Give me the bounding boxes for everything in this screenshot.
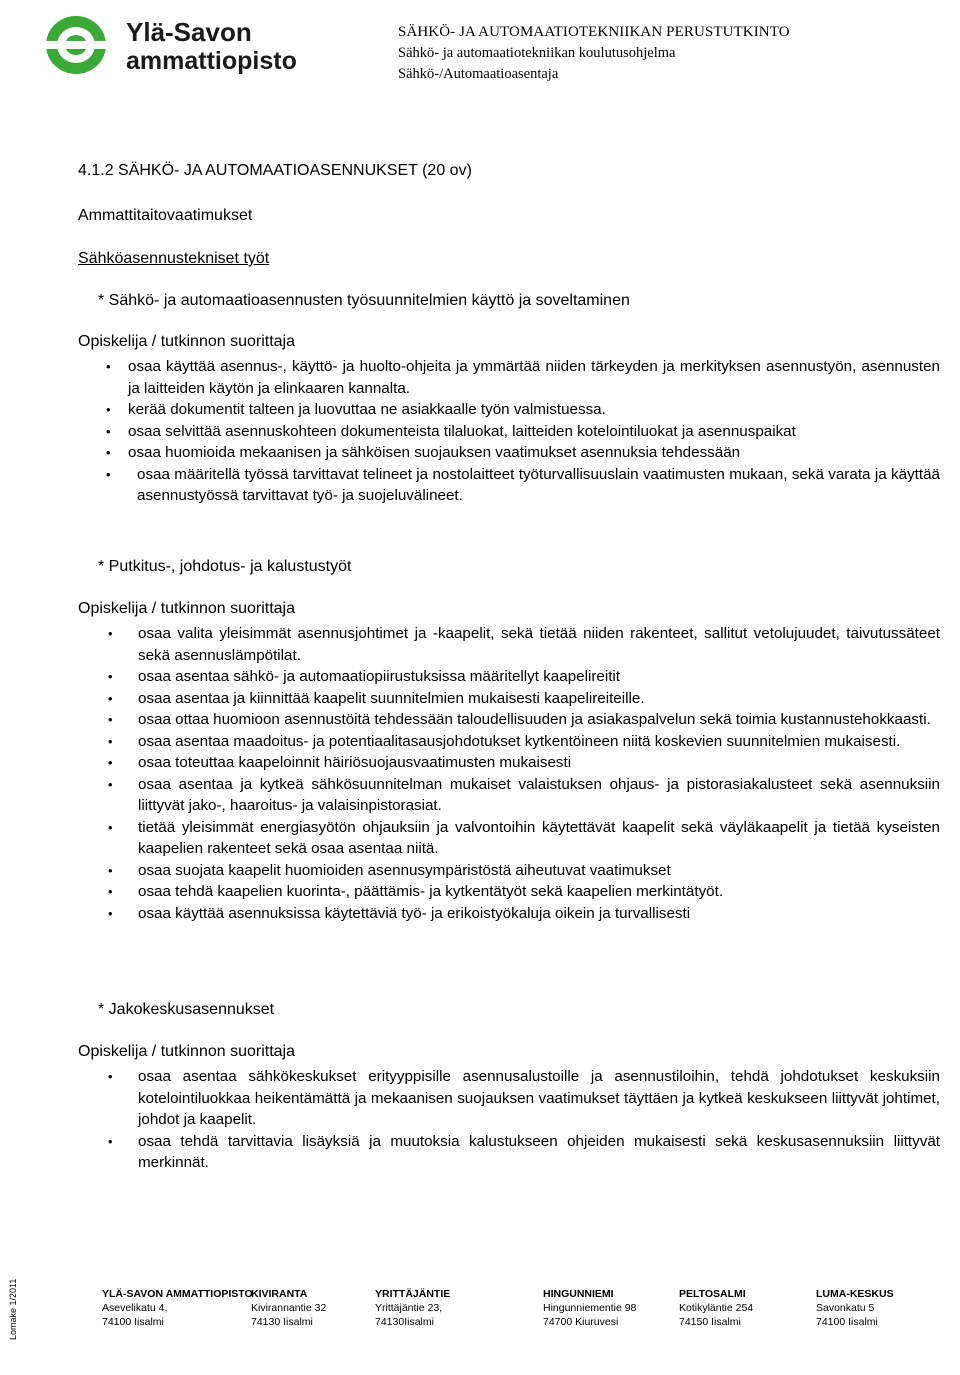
list-item: • osaa asentaa maadoitus- ja potentiaalitasausjohdotukset kytkentöineen niitä koskevien suunnitelmien mukaisesti. — [138, 731, 940, 753]
footer-address — [375, 1287, 450, 1329]
list-item: • kerää dokumentit talteen ja luovuttaa ne asiakkaalle työn valmistuessa. — [128, 399, 940, 421]
footer-city: 74100 Iisalmi — [102, 1316, 164, 1328]
list-item: • tietää yleisimmät energiasyötön ohjauksiin ja valvontoihin käytettävät kaapelit sekä väyläkaapelit ja tietää kyseisten kaapelien rakenteet sekä osaa asentaa niitä. — [138, 817, 940, 860]
footer-location-name: YRITTÄJÄNTIE — [375, 1288, 451, 1300]
requirement-list — [128, 356, 940, 507]
list-item: • osaa tehdä tarvittavia lisäyksiä ja muutoksia kalustukseen ohjeiden mukaisesti sekä keskusasennuksiin liittyvät merkinnät. — [138, 1131, 940, 1174]
header-text — [398, 22, 790, 85]
section-subtitle: Ammattitaitovaatimukset — [78, 207, 253, 224]
footer-street: Hingunniementie 98 — [543, 1302, 637, 1314]
footer-street: Savonkatu 5 — [816, 1302, 875, 1314]
list-item: • osaa käyttää asennuksissa käytettäviä työ- ja erikoistyökaluja oikein ja turvallisesti — [138, 903, 940, 925]
footer-street: Yrittäjäntie 23, — [375, 1302, 443, 1314]
footer-street: Kotikyläntie 254 — [679, 1302, 754, 1314]
logo-line1: Ylä-Savon — [126, 17, 252, 47]
block-heading: * Jakokeskusasennukset — [98, 1001, 275, 1018]
block-heading: * Sähkö- ja automaatioasennusten työsuunnitelmien käyttö ja soveltaminen — [98, 292, 630, 309]
footer-location-name: YLÄ-SAVON AMMATTIOPISTO — [102, 1288, 253, 1300]
block-label: Opiskelija / tutkinnon suorittaja — [78, 333, 295, 350]
header-role: Sähkö-/Automaatioasentaja — [398, 66, 559, 82]
page-header — [0, 0, 960, 110]
footer-address — [102, 1287, 253, 1329]
yla-savon-logo — [40, 10, 310, 78]
header-program: Sähkö- ja automaatiotekniikan koulutusohjelma — [398, 45, 676, 61]
footer-city: 74130Iisalmi — [375, 1316, 434, 1328]
footer-city: 74100 Iisalmi — [816, 1316, 878, 1328]
block-label: Opiskelija / tutkinnon suorittaja — [78, 1043, 295, 1060]
form-code: Lomake 1/2011 — [8, 1278, 18, 1340]
list-item: • osaa valita yleisimmät asennusjohtimet ja -kaapelit, sekä tietää niiden rakenteet, sallitut vetolujuudet, taivutussäteet sekä asennuslämpötilat. — [138, 623, 940, 666]
page-footer — [0, 1275, 960, 1375]
footer-location-name: KIVIRANTA — [251, 1288, 308, 1300]
requirement-list — [138, 1066, 940, 1174]
footer-location-name: HINGUNNIEMI — [543, 1288, 614, 1300]
list-item: • osaa asentaa sähkökeskukset erityyppisille asennusalustoille ja asennustiloihin, tehdä johdotukset keskuksiin kotelointiluokkaa heikentämättä ja mekaanisen suojauksen vaatimukset täyttäen ja kytkeä keskukseen liittyvät johtimet, johdot ja kaapelit. — [138, 1066, 940, 1131]
footer-location-name: PELTOSALMI — [679, 1288, 746, 1300]
list-item: • osaa määritellä työssä tarvittavat telineet ja nostolaitteet työturvallisuuslain vaatimusten mukaan, sekä varata ja käyttää asennustyössä tarvittavat työ- ja suojeluvälineet. — [137, 464, 940, 507]
footer-street: Asevelikatu 4, — [102, 1302, 168, 1314]
list-item: • osaa selvittää asennuskohteen dokumenteista tilaluokat, laitteiden kotelointiluokat ja asennuspaikat — [128, 421, 940, 443]
footer-city: 74700 Kiuruvesi — [543, 1316, 619, 1328]
list-item: • osaa asentaa sähkö- ja automaatiopiirustuksissa määritellyt kaapelireitit — [138, 666, 940, 688]
block-heading: * Putkitus-, johdotus- ja kalustustyöt — [98, 558, 352, 575]
footer-street: Kivirannantie 32 — [251, 1302, 327, 1314]
list-item: • osaa suojata kaapelit huomioiden asennusympäristöstä aiheutuvat vaatimukset — [138, 860, 940, 882]
footer-location-name: LUMA-KESKUS — [816, 1288, 894, 1300]
section-subtitle-underlined: Sähköasennustekniset työt — [78, 250, 270, 267]
list-item: • osaa ottaa huomioon asennustöitä tehdessään taloudellisuuden ja asiakaspalvelun sekä toimia kustannustehokkaasti. — [138, 709, 940, 731]
list-item: • osaa asentaa ja kytkeä sähkösuunnitelman mukaiset valaistuksen ohjaus- ja pistorasiakalusteet sekä asennuksiin liittyvät jako-, haaroitus- ja valaisinpistorasiat. — [138, 774, 940, 817]
list-item: • osaa huomioida mekaanisen ja sähköisen suojauksen vaatimukset asennuksia tehdessään — [128, 442, 940, 464]
footer-address — [816, 1287, 894, 1329]
logo-line2: ammattiopisto — [126, 47, 297, 75]
list-item: • osaa toteuttaa kaapeloinnit häiriösuojausvaatimusten mukaisesti — [138, 752, 940, 774]
requirement-list — [138, 623, 940, 924]
footer-address — [543, 1287, 636, 1329]
footer-address — [679, 1287, 753, 1329]
list-item: • osaa tehdä kaapelien kuorinta-, päättämis- ja kytkentätyöt sekä kaapelien merkintätyöt. — [138, 881, 940, 903]
list-item: • osaa käyttää asennus-, käyttö- ja huolto-ohjeita ja ymmärtää niiden tärkeyden ja merkityksen asennustyön, asennusten ja laitteiden käytön ja elinkaaren kannalta. — [128, 356, 940, 399]
footer-city: 74150 Iisalmi — [679, 1316, 741, 1328]
footer-address — [251, 1287, 326, 1329]
section-title: 4.1.2 SÄHKÖ- JA AUTOMAATIOASENNUKSET (20 ov) — [78, 162, 472, 179]
footer-city: 74130 Iisalmi — [251, 1316, 313, 1328]
list-item: • osaa asentaa ja kiinnittää kaapelit suunnitelmien mukaisesti kaapelireiteille. — [138, 688, 940, 710]
block-label: Opiskelija / tutkinnon suorittaja — [78, 600, 295, 617]
header-degree: SÄHKÖ- JA AUTOMAATIOTEKNIIKAN PERUSTUTKINTO — [398, 24, 790, 40]
